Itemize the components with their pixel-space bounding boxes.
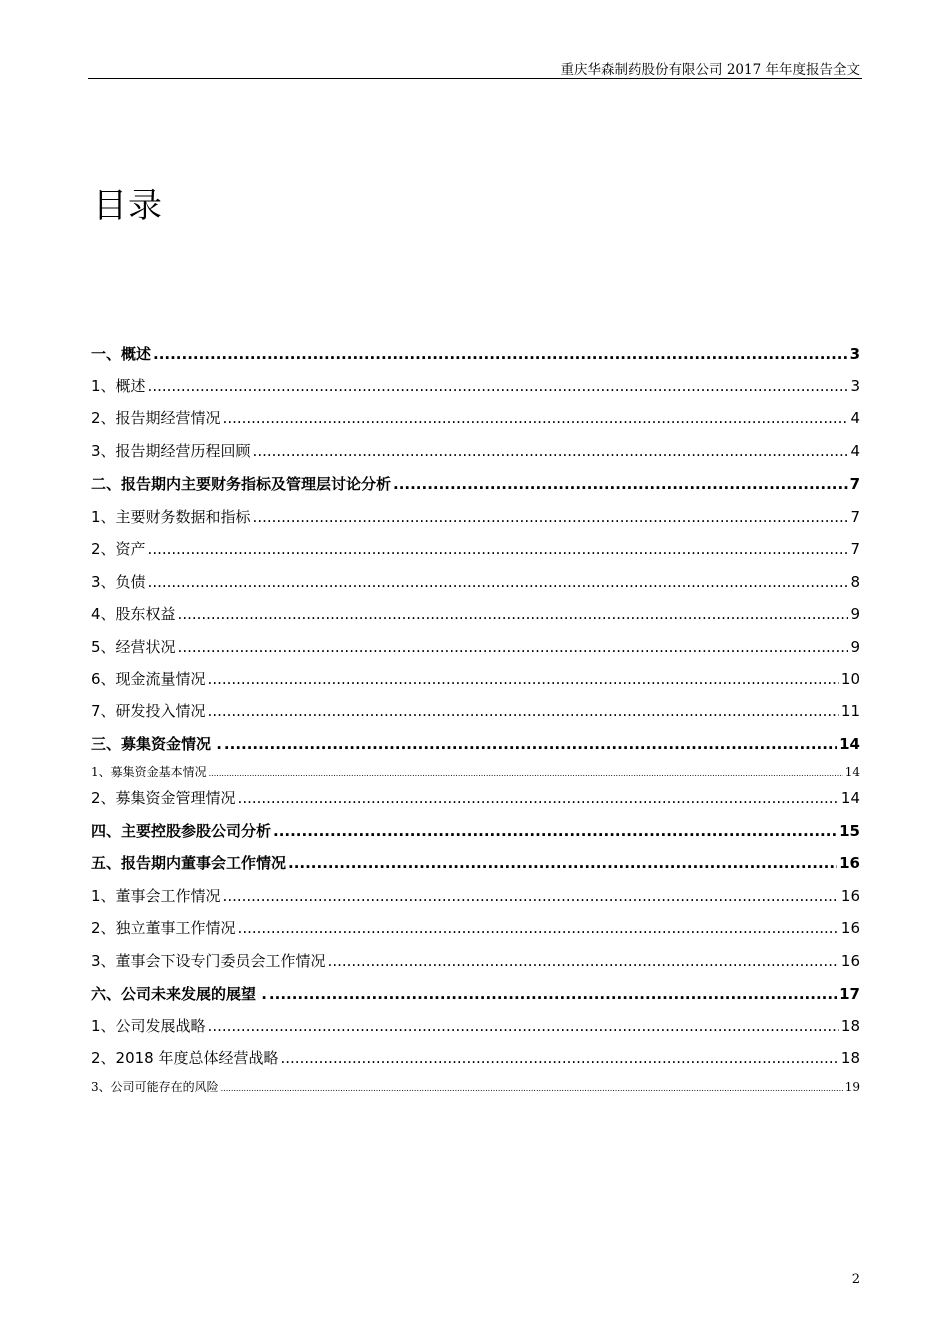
- toc-dot-leader: [253, 508, 849, 526]
- toc-entry[interactable]: [91, 820, 860, 841]
- toc-entry-label: 五、报告期内董事会工作情况: [91, 854, 287, 872]
- toc-dot-leader: [273, 822, 837, 840]
- toc-entry-label: 3、报告期经营历程回顾: [91, 442, 251, 460]
- toc-dot-leader: [221, 1084, 843, 1093]
- toc-entry-label: 2、募集资金管理情况: [91, 789, 236, 807]
- toc-entry-label: 7、研发投入情况: [91, 702, 206, 720]
- toc-entry-label: 6、现金流量情况: [91, 670, 206, 688]
- toc-entry-label: 3、董事会下设专门委员会工作情况: [91, 952, 326, 970]
- toc-dot-leader: [208, 670, 839, 688]
- toc-entry-label: 1、募集资金基本情况: [91, 765, 207, 779]
- toc-entry[interactable]: [91, 343, 860, 364]
- toc-entry-page: 16: [839, 854, 860, 872]
- toc-entry[interactable]: [91, 603, 860, 624]
- toc-dot-leader: [153, 345, 848, 363]
- toc-entry[interactable]: [91, 852, 860, 873]
- toc-entry-page: 11: [840, 702, 860, 720]
- toc-dot-leader: [178, 605, 849, 623]
- toc-dot-leader: [208, 702, 839, 720]
- toc-entry-page: 3: [849, 345, 860, 363]
- toc-entry[interactable]: [91, 983, 860, 1004]
- toc-entry-label: 1、公司发展战略: [91, 1017, 206, 1035]
- toc-entry[interactable]: [91, 763, 860, 780]
- toc-entry-page: 3: [850, 377, 860, 395]
- toc-entry-page: 14: [840, 789, 860, 807]
- toc-entry-page: 17: [839, 985, 860, 1003]
- toc-entry-label: 2、2018 年度总体经营战略: [91, 1049, 279, 1067]
- toc-entry-label: 1、董事会工作情况: [91, 887, 221, 905]
- toc-entry[interactable]: [91, 538, 860, 559]
- toc-entry-label: 3、公司可能存在的风险: [91, 1080, 219, 1094]
- toc-entry-label: 2、报告期经营情况: [91, 409, 221, 427]
- toc-dot-leader: [281, 1049, 839, 1067]
- toc-dot-leader: [209, 769, 843, 778]
- toc-entry-label: 2、资产: [91, 540, 146, 558]
- toc-entry[interactable]: [91, 1047, 860, 1068]
- toc-entry[interactable]: [91, 700, 860, 721]
- toc-entry-page: 4: [850, 442, 860, 460]
- toc-entry[interactable]: [91, 668, 860, 689]
- toc-entry-label: 六、公司未来发展的展望 .: [91, 985, 267, 1003]
- toc-entry-page: 16: [840, 919, 860, 937]
- toc-entry[interactable]: [91, 885, 860, 906]
- toc-entry-label: 1、主要财务数据和指标: [91, 508, 251, 526]
- toc-entry[interactable]: [91, 636, 860, 657]
- toc-dot-leader: [288, 854, 837, 872]
- toc-entry[interactable]: [91, 950, 860, 971]
- toc-entry[interactable]: [91, 506, 860, 527]
- toc-entry-page: 7: [849, 475, 860, 493]
- toc-dot-leader: [223, 887, 839, 905]
- toc-entry[interactable]: [91, 440, 860, 461]
- toc-entry-label: 3、负债: [91, 573, 146, 591]
- toc-entry[interactable]: [91, 1078, 860, 1095]
- toc-entry-label: 2、独立董事工作情况: [91, 919, 236, 937]
- toc-entry[interactable]: [91, 571, 860, 592]
- toc-dot-leader: [224, 735, 837, 753]
- page-number: 2: [851, 1272, 860, 1287]
- header-rule: [88, 78, 862, 79]
- header-text: 重庆华森制药股份有限公司 2017 年年度报告全文: [560, 62, 860, 78]
- toc-entry-label: 二、报告期内主要财务指标及管理层讨论分析: [91, 475, 392, 493]
- toc-entry-label: 四、主要控股参股公司分析: [91, 822, 272, 840]
- toc-entry[interactable]: [91, 1015, 860, 1036]
- toc-entry-page: 16: [840, 887, 860, 905]
- toc-entry-page: 7: [850, 540, 860, 558]
- toc-entry-label: 1、概述: [91, 377, 146, 395]
- toc-entry-label: 一、概述: [91, 345, 152, 363]
- toc-dot-leader: [178, 638, 849, 656]
- toc-entry-page: 18: [840, 1017, 860, 1035]
- toc-entry-page: 8: [850, 573, 860, 591]
- toc-dot-leader: [148, 540, 849, 558]
- toc-entry-page: 14: [839, 735, 860, 753]
- toc-entry-page: 14: [844, 765, 860, 779]
- toc-entry[interactable]: [91, 917, 860, 938]
- toc-entry-page: 4: [850, 409, 860, 427]
- toc-dot-leader: [148, 573, 849, 591]
- toc-dot-leader: [269, 985, 837, 1003]
- toc-entry[interactable]: [91, 733, 860, 754]
- toc-dot-leader: [223, 409, 849, 427]
- toc-dot-leader: [208, 1017, 839, 1035]
- toc-entry-page: 7: [850, 508, 860, 526]
- toc-entry-page: 9: [850, 605, 860, 623]
- toc-dot-leader: [328, 952, 839, 970]
- toc-dot-leader: [393, 475, 848, 493]
- toc-entry-page: 19: [844, 1080, 860, 1094]
- toc-entry-page: 16: [840, 952, 860, 970]
- toc-entry[interactable]: [91, 473, 860, 494]
- toc-entry-page: 18: [840, 1049, 860, 1067]
- toc-title: 目录: [93, 186, 163, 226]
- toc-entry-label: 三、募集资金情况 .: [91, 735, 222, 753]
- toc-dot-leader: [238, 789, 839, 807]
- toc-entry-label: 4、股东权益: [91, 605, 176, 623]
- toc-dot-leader: [238, 919, 839, 937]
- toc-entry[interactable]: [91, 787, 860, 808]
- toc-dot-leader: [253, 442, 849, 460]
- toc-entry-page: 9: [850, 638, 860, 656]
- toc-entry[interactable]: [91, 407, 860, 428]
- toc-entry-page: 15: [839, 822, 860, 840]
- toc-entry-page: 10: [840, 670, 860, 688]
- toc-dot-leader: [148, 377, 849, 395]
- toc-entry[interactable]: [91, 375, 860, 396]
- toc-entry-label: 5、经营状况: [91, 638, 176, 656]
